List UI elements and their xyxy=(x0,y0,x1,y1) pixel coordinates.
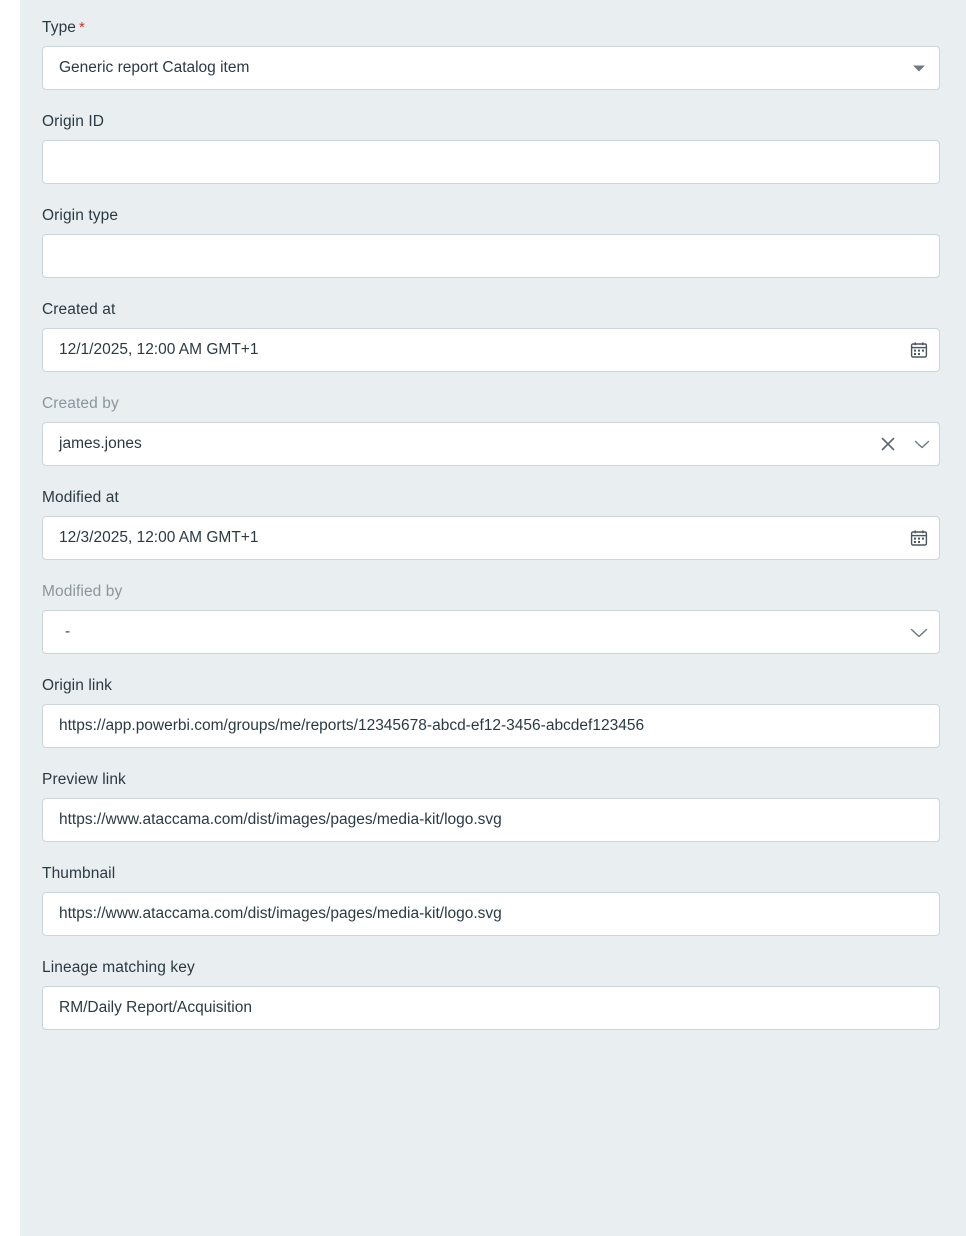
left-rail xyxy=(0,0,20,1236)
spacer xyxy=(20,654,966,676)
type-select-value: Generic report Catalog item xyxy=(59,59,250,76)
lineage-matching-key-value: RM/Daily Report/Acquisition xyxy=(59,999,252,1016)
field-label-type xyxy=(42,18,940,46)
field-thumbnail xyxy=(20,864,966,936)
calendar-icon[interactable] xyxy=(899,329,939,371)
spacer xyxy=(20,560,966,582)
spacer xyxy=(20,842,966,864)
required-marker-type: * xyxy=(79,19,85,36)
field-label-origin-link: Origin link xyxy=(42,677,113,694)
label-text-type: Type xyxy=(42,19,77,36)
type-select[interactable] xyxy=(42,46,940,90)
field-modified-at xyxy=(20,488,966,560)
catalog-item-form xyxy=(20,0,966,1030)
field-label-created-at: Created at xyxy=(42,301,116,318)
field-origin-link xyxy=(20,676,966,748)
spacer xyxy=(20,466,966,488)
lineage-matching-key-input[interactable] xyxy=(42,986,940,1030)
spacer xyxy=(20,936,966,958)
spacer xyxy=(20,90,966,112)
field-label-preview-link: Preview link xyxy=(42,771,126,788)
field-lineage-matching-key xyxy=(20,958,966,1030)
spacer xyxy=(20,372,966,394)
chevron-down-icon[interactable] xyxy=(905,423,939,465)
spacer xyxy=(20,278,966,300)
origin-id-input[interactable] xyxy=(42,140,940,184)
field-created-by xyxy=(20,394,966,466)
field-type xyxy=(20,18,966,90)
spacer xyxy=(20,0,966,18)
field-label-thumbnail: Thumbnail xyxy=(42,865,116,882)
origin-type-input[interactable] xyxy=(42,234,940,278)
field-label-modified-by: Modified by xyxy=(42,583,123,600)
field-label-origin-type: Origin type xyxy=(42,207,119,224)
field-label-origin-id: Origin ID xyxy=(42,113,105,130)
created-by-combo[interactable] xyxy=(42,422,940,466)
field-origin-id xyxy=(20,112,966,184)
field-label-created-by: Created by xyxy=(42,395,119,412)
field-label-lineage-matching-key: Lineage matching key xyxy=(42,959,195,976)
modified-by-value: - xyxy=(65,623,71,640)
field-created-at xyxy=(20,300,966,372)
clear-icon[interactable] xyxy=(871,423,905,465)
modified-by-combo[interactable] xyxy=(42,610,940,654)
thumbnail-input[interactable] xyxy=(42,892,940,936)
field-modified-by xyxy=(20,582,966,654)
spacer xyxy=(20,748,966,770)
field-preview-link xyxy=(20,770,966,842)
field-label-modified-at: Modified at xyxy=(42,489,119,506)
preview-link-input[interactable] xyxy=(42,798,940,842)
thumbnail-value: https://www.ataccama.com/dist/images/pages/media-kit/logo.svg xyxy=(59,905,502,922)
origin-link-value: https://app.powerbi.com/groups/me/reports/12345678-abcd-ef12-3456-abcdef123456 xyxy=(59,717,645,734)
chevron-down-filled-icon[interactable] xyxy=(899,47,939,89)
created-at-value: 12/1/2025, 12:00 AM GMT+1 xyxy=(59,341,259,358)
modified-at-value: 12/3/2025, 12:00 AM GMT+1 xyxy=(59,529,259,546)
created-at-input[interactable] xyxy=(42,328,940,372)
origin-link-input[interactable] xyxy=(42,704,940,748)
preview-link-value: https://www.ataccama.com/dist/images/pages/media-kit/logo.svg xyxy=(59,811,502,828)
modified-at-input[interactable] xyxy=(42,516,940,560)
field-origin-type xyxy=(20,206,966,278)
calendar-icon[interactable] xyxy=(899,517,939,559)
spacer xyxy=(20,184,966,206)
chevron-down-icon[interactable] xyxy=(899,611,939,653)
created-by-value: james.jones xyxy=(59,435,142,452)
